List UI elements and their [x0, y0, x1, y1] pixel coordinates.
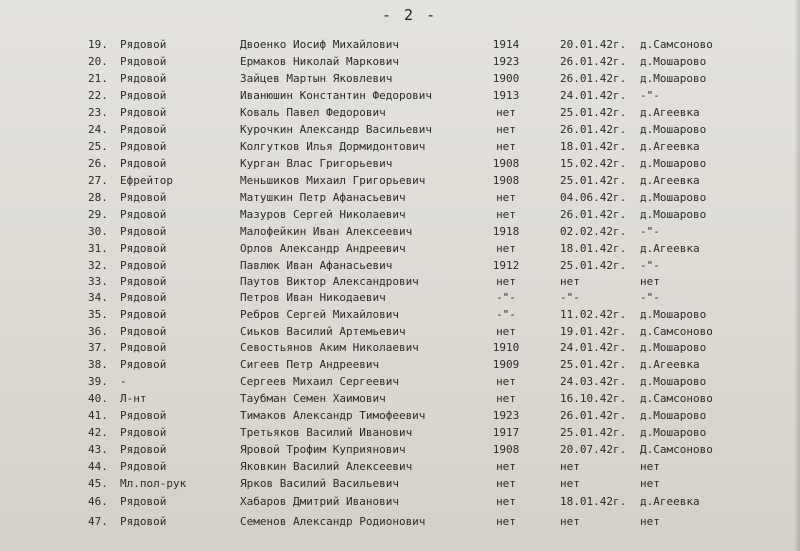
- row-number: 38.: [88, 358, 108, 371]
- birth-year-cell: нет: [496, 242, 516, 255]
- name-cell: Курочкин Александр Васильевич: [240, 123, 433, 136]
- name-cell: Яровой Трофим Куприянович: [240, 443, 406, 456]
- birth-year-cell: 1908: [492, 157, 520, 170]
- name-cell: Ребров Сергей Михайлович: [240, 308, 399, 321]
- row-number: 35.: [88, 308, 108, 321]
- table-row: [0, 373, 800, 390]
- row-number: 20.: [88, 55, 108, 68]
- rank-cell: Рядовой: [120, 208, 167, 221]
- table-row: [0, 138, 800, 155]
- row-number: 43.: [88, 443, 108, 456]
- row-number: 22.: [88, 89, 108, 102]
- table-row: [0, 475, 800, 492]
- table-row: [0, 493, 800, 510]
- row-number: 30.: [88, 225, 108, 238]
- rank-cell: Рядовой: [120, 72, 167, 85]
- place-cell: -"-: [640, 225, 660, 238]
- birth-year-cell: нет: [496, 140, 516, 153]
- row-number: 26.: [88, 157, 108, 170]
- birth-year-cell: 1923: [492, 409, 520, 422]
- birth-year-cell: нет: [496, 191, 516, 204]
- rank-cell: Рядовой: [120, 55, 167, 68]
- birth-year-cell: нет: [496, 106, 516, 119]
- table-row: [0, 155, 800, 172]
- date-cell: 11.02.42г.: [560, 308, 627, 321]
- rank-cell: Рядовой: [120, 157, 167, 170]
- table-row: [0, 240, 800, 257]
- place-cell: нет: [640, 275, 660, 288]
- row-number: 46.: [88, 495, 108, 508]
- place-cell: д.Агеевка: [640, 242, 700, 255]
- rank-cell: Мл.пол-рук: [120, 477, 187, 490]
- row-number: 34.: [88, 291, 108, 304]
- date-cell: 25.01.42г.: [560, 259, 627, 272]
- name-cell: Петров Иван Никодаевич: [240, 291, 386, 304]
- table-row: [0, 323, 800, 340]
- table-row: [0, 390, 800, 407]
- name-cell: Хабаров Дмитрий Иванович: [240, 495, 399, 508]
- rank-cell: Рядовой: [120, 325, 167, 338]
- place-cell: д.Мошарово: [640, 341, 707, 354]
- place-cell: д.Мошарово: [640, 191, 707, 204]
- table-row: [0, 87, 800, 104]
- place-cell: нет: [640, 515, 660, 528]
- birth-year-cell: 1900: [492, 72, 520, 85]
- name-cell: Орлов Александр Андреевич: [240, 242, 406, 255]
- date-cell: нет: [560, 460, 580, 473]
- date-cell: 25.01.42г.: [560, 106, 627, 119]
- table-row: [0, 257, 800, 274]
- rank-cell: Рядовой: [120, 341, 167, 354]
- place-cell: Д.Самсоново: [640, 443, 713, 456]
- rank-cell: Ефрейтор: [120, 174, 173, 187]
- table-row: [0, 223, 800, 240]
- birth-year-cell: 1918: [492, 225, 520, 238]
- table-row: [0, 53, 800, 70]
- birth-year-cell: 1923: [492, 55, 520, 68]
- name-cell: Курган Влас Григорьевич: [240, 157, 393, 170]
- date-cell: 18.01.42г.: [560, 242, 627, 255]
- birth-year-cell: нет: [496, 460, 516, 473]
- place-cell: -"-: [640, 89, 660, 102]
- table-row: [0, 121, 800, 138]
- name-cell: Малофейкин Иван Алексеевич: [240, 225, 413, 238]
- table-row: [0, 189, 800, 206]
- place-cell: д.Мошарово: [640, 409, 707, 422]
- rank-cell: Л-нт: [120, 392, 147, 405]
- row-number: 27.: [88, 174, 108, 187]
- name-cell: Яковкин Василий Алексеевич: [240, 460, 413, 473]
- rank-cell: Рядовой: [120, 259, 167, 272]
- date-cell: 18.01.42г.: [560, 140, 627, 153]
- date-cell: 16.10.42г.: [560, 392, 627, 405]
- birth-year-cell: нет: [496, 477, 516, 490]
- name-cell: Матушкин Петр Афанасьевич: [240, 191, 406, 204]
- table-row: [0, 407, 800, 424]
- name-cell: Семенов Александр Родионович: [240, 515, 426, 528]
- row-number: 47.: [88, 515, 108, 528]
- page-edge-shadow: [794, 0, 800, 551]
- date-cell: 26.01.42г.: [560, 409, 627, 422]
- row-number: 44.: [88, 460, 108, 473]
- rank-cell: Рядовой: [120, 358, 167, 371]
- name-cell: Таубман Семен Хаимович: [240, 392, 386, 405]
- date-cell: 24.03.42г.: [560, 375, 627, 388]
- place-cell: д.Мошарово: [640, 157, 707, 170]
- date-cell: 18.01.42г.: [560, 495, 627, 508]
- date-cell: 19.01.42г.: [560, 325, 627, 338]
- place-cell: д.Агеевка: [640, 140, 700, 153]
- table-row: [0, 104, 800, 121]
- row-number: 40.: [88, 392, 108, 405]
- name-cell: Сиьков Василий Артемьевич: [240, 325, 406, 338]
- row-number: 33.: [88, 275, 108, 288]
- birth-year-cell: 1913: [492, 89, 520, 102]
- row-number: 21.: [88, 72, 108, 85]
- row-number: 37.: [88, 341, 108, 354]
- row-number: 28.: [88, 191, 108, 204]
- rank-cell: Рядовой: [120, 191, 167, 204]
- rank-cell: Рядовой: [120, 106, 167, 119]
- birth-year-cell: нет: [496, 392, 516, 405]
- name-cell: Севостьянов Аким Николаевич: [240, 341, 419, 354]
- rank-cell: Рядовой: [120, 38, 167, 51]
- rank-cell: Рядовой: [120, 443, 167, 456]
- row-number: 23.: [88, 106, 108, 119]
- date-cell: 20.01.42г.: [560, 38, 627, 51]
- row-number: 45.: [88, 477, 108, 490]
- date-cell: 26.01.42г.: [560, 123, 627, 136]
- birth-year-cell: 1909: [492, 358, 520, 371]
- table-row: [0, 513, 800, 530]
- birth-year-cell: 1917: [492, 426, 520, 439]
- name-cell: Сергеев Михаил Сергеевич: [240, 375, 399, 388]
- date-cell: нет: [560, 275, 580, 288]
- rank-cell: Рядовой: [120, 275, 167, 288]
- place-cell: д.Мошарово: [640, 308, 707, 321]
- table-row: [0, 206, 800, 223]
- table-row: [0, 441, 800, 458]
- row-number: 42.: [88, 426, 108, 439]
- date-cell: 24.01.42г.: [560, 341, 627, 354]
- birth-year-cell: нет: [496, 495, 516, 508]
- row-number: 19.: [88, 38, 108, 51]
- date-cell: 26.01.42г.: [560, 72, 627, 85]
- row-number: 32.: [88, 259, 108, 272]
- date-cell: 20.07.42г.: [560, 443, 627, 456]
- row-number: 24.: [88, 123, 108, 136]
- name-cell: Ярков Василий Васильевич: [240, 477, 399, 490]
- birth-year-cell: 1912: [492, 259, 520, 272]
- rank-cell: Рядовой: [120, 460, 167, 473]
- page-number: - 2 -: [382, 6, 438, 24]
- date-cell: нет: [560, 515, 580, 528]
- birth-year-cell: нет: [496, 208, 516, 221]
- name-cell: Колгутков Илья Дормидонтович: [240, 140, 426, 153]
- rank-cell: Рядовой: [120, 225, 167, 238]
- row-number: 29.: [88, 208, 108, 221]
- place-cell: нет: [640, 460, 660, 473]
- rank-cell: Рядовой: [120, 89, 167, 102]
- place-cell: д.Самсоново: [640, 325, 713, 338]
- place-cell: -"-: [640, 259, 660, 272]
- birth-year-cell: нет: [496, 325, 516, 338]
- date-cell: 26.01.42г.: [560, 208, 627, 221]
- table-row: [0, 172, 800, 189]
- table-row: [0, 289, 800, 306]
- date-cell: 25.01.42г.: [560, 426, 627, 439]
- name-cell: Двоенко Иосиф Михайлович: [240, 38, 399, 51]
- rank-cell: Рядовой: [120, 409, 167, 422]
- birth-year-cell: нет: [496, 275, 516, 288]
- name-cell: Мазуров Сергей Николаевич: [240, 208, 406, 221]
- date-cell: 25.01.42г.: [560, 358, 627, 371]
- row-number: 39.: [88, 375, 108, 388]
- place-cell: д.Мошарово: [640, 123, 707, 136]
- place-cell: нет: [640, 477, 660, 490]
- date-cell: 26.01.42г.: [560, 55, 627, 68]
- birth-year-cell: -"-: [496, 308, 516, 321]
- table-row: [0, 356, 800, 373]
- place-cell: д.Мошарово: [640, 55, 707, 68]
- place-cell: д.Мошарово: [640, 426, 707, 439]
- birth-year-cell: нет: [496, 123, 516, 136]
- table-row: [0, 458, 800, 475]
- date-cell: 15.02.42г.: [560, 157, 627, 170]
- rank-cell: Рядовой: [120, 495, 167, 508]
- row-number: 25.: [88, 140, 108, 153]
- name-cell: Иванюшин Константин Федорович: [240, 89, 433, 102]
- table-row: [0, 70, 800, 87]
- birth-year-cell: 1908: [492, 443, 520, 456]
- place-cell: д.Агеевка: [640, 174, 700, 187]
- table-row: [0, 36, 800, 53]
- name-cell: Коваль Павел Федорович: [240, 106, 386, 119]
- table-row: [0, 339, 800, 356]
- row-number: 36.: [88, 325, 108, 338]
- birth-year-cell: 1914: [492, 38, 520, 51]
- place-cell: д.Агеевка: [640, 106, 700, 119]
- table-row: [0, 424, 800, 441]
- place-cell: д.Самсоново: [640, 38, 713, 51]
- birth-year-cell: -"-: [496, 291, 516, 304]
- name-cell: Павлюк Иван Афанасьевич: [240, 259, 393, 272]
- table-row: [0, 273, 800, 290]
- place-cell: д.Мошарово: [640, 208, 707, 221]
- birth-year-cell: 1910: [492, 341, 520, 354]
- rank-cell: Рядовой: [120, 291, 167, 304]
- rank-cell: Рядовой: [120, 308, 167, 321]
- name-cell: Третьяков Василий Иванович: [240, 426, 413, 439]
- rank-cell: Рядовой: [120, 140, 167, 153]
- rank-cell: Рядовой: [120, 426, 167, 439]
- name-cell: Тимаков Александр Тимофеевич: [240, 409, 426, 422]
- rank-cell: Рядовой: [120, 242, 167, 255]
- place-cell: д.Агеевка: [640, 358, 700, 371]
- table-row: [0, 306, 800, 323]
- date-cell: -"-: [560, 291, 580, 304]
- date-cell: нет: [560, 477, 580, 490]
- date-cell: 02.02.42г.: [560, 225, 627, 238]
- row-number: 41.: [88, 409, 108, 422]
- birth-year-cell: нет: [496, 375, 516, 388]
- date-cell: 25.01.42г.: [560, 174, 627, 187]
- birth-year-cell: 1908: [492, 174, 520, 187]
- rank-cell: Рядовой: [120, 515, 167, 528]
- place-cell: д.Мошарово: [640, 375, 707, 388]
- place-cell: д.Агеевка: [640, 495, 700, 508]
- birth-year-cell: нет: [496, 515, 516, 528]
- name-cell: Зайцев Мартын Яковлевич: [240, 72, 393, 85]
- place-cell: -"-: [640, 291, 660, 304]
- date-cell: 04.06.42г.: [560, 191, 627, 204]
- place-cell: д.Самсоново: [640, 392, 713, 405]
- place-cell: д.Мошарово: [640, 72, 707, 85]
- name-cell: Меньшиков Михаил Григорьевич: [240, 174, 426, 187]
- name-cell: Сигеев Петр Андреевич: [240, 358, 380, 371]
- rank-cell: -: [120, 375, 127, 388]
- date-cell: 24.01.42г.: [560, 89, 627, 102]
- row-number: 31.: [88, 242, 108, 255]
- name-cell: Ермаков Николай Маркович: [240, 55, 399, 68]
- name-cell: Паутов Виктор Александрович: [240, 275, 419, 288]
- rank-cell: Рядовой: [120, 123, 167, 136]
